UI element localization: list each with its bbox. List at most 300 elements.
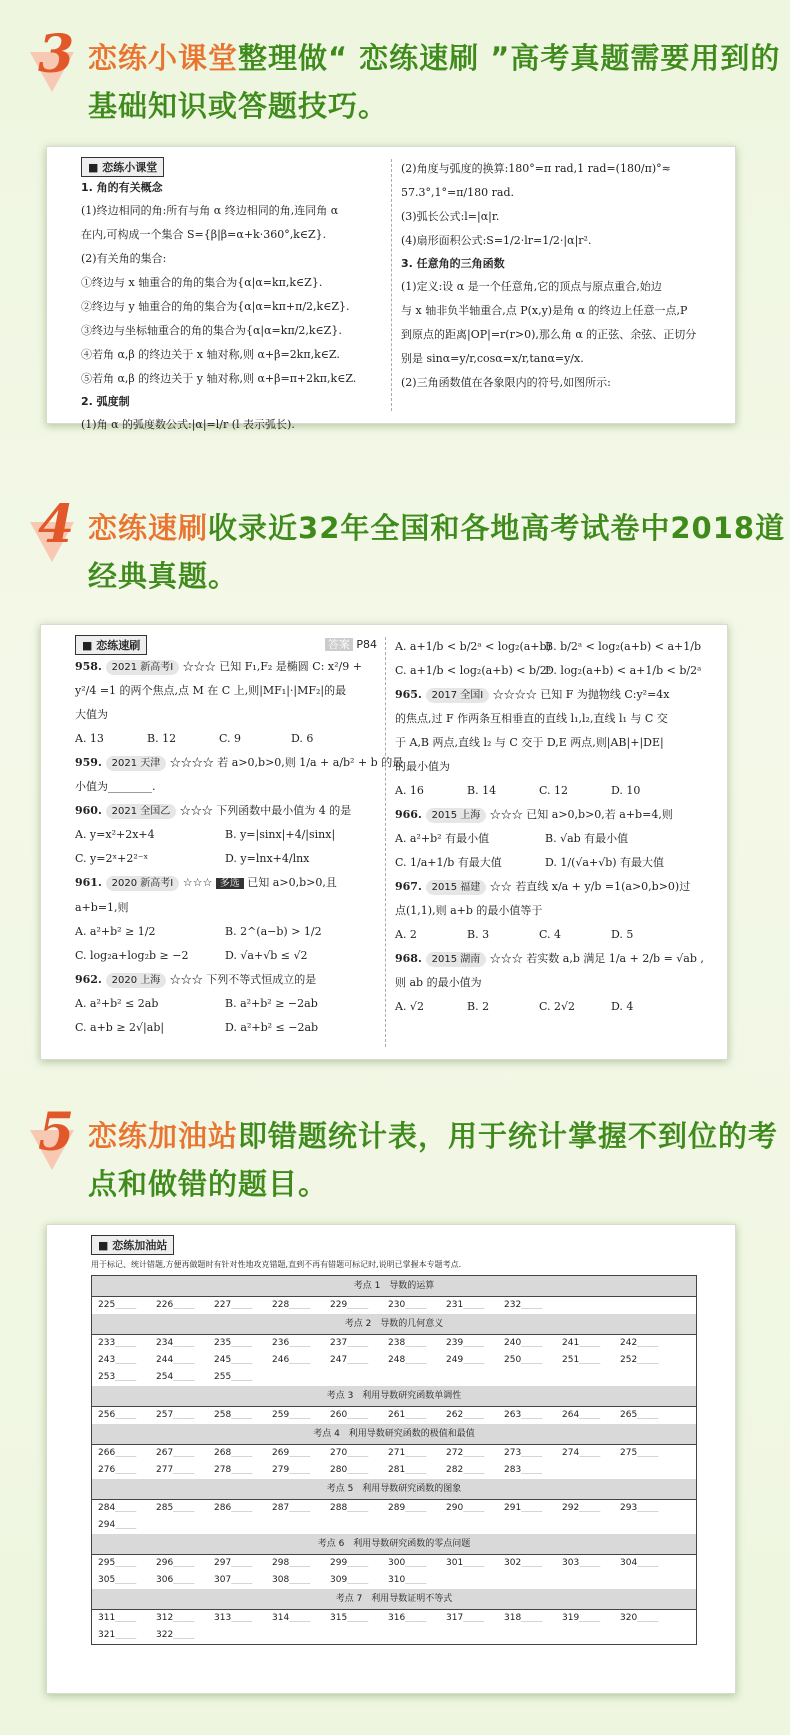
question-text: 下列函数中最小值为 4 的是	[216, 804, 352, 817]
question-number-cell: 315 ______	[330, 1610, 388, 1627]
answer-option: B. 14	[467, 784, 497, 797]
source-year: 2015	[431, 954, 458, 965]
question-number-cell: 259 ______	[272, 1407, 330, 1424]
difficulty-stars: ☆☆☆	[179, 660, 220, 673]
topic-header: 考点 6 利用导数研究函数的零点问题	[92, 1534, 696, 1555]
topic-header: 考点 7 利用导数证明不等式	[92, 1589, 696, 1610]
question-number-cell: 301 ______	[446, 1555, 504, 1572]
question-number-cell: 284 ______	[98, 1500, 156, 1517]
answer-option: D. a²+b² ≤ −2ab	[225, 1021, 319, 1034]
question-number-cell: 304 ______	[620, 1555, 678, 1572]
question-number: 960.	[75, 804, 106, 817]
question-line	[75, 655, 377, 679]
question-number-cell: 257 ______	[156, 1407, 214, 1424]
note-line: 与 x 轴非负半轴重合,点 P(x,y)是角 α 的终边上任意一点,P	[401, 304, 688, 317]
topic-header: 考点 3 利用导数研究函数单调性	[92, 1386, 696, 1407]
question-number-cell: 281 ______	[388, 1462, 446, 1479]
question-text: 小值为________.	[75, 780, 156, 793]
question-number-cell: 314 ______	[272, 1610, 330, 1627]
card-error-tracker	[46, 1224, 736, 1694]
question-line	[395, 683, 717, 707]
answer-option: A. 13	[75, 732, 104, 745]
question-number: 968.	[395, 952, 426, 965]
answer-option: B. √ab 有最小值	[545, 832, 629, 845]
question-number-cell: 254 ______	[156, 1369, 214, 1386]
question-number-cell: 291 ______	[504, 1500, 562, 1517]
question-text: 点(1,1),则 a+b 的最小值等于	[395, 904, 543, 917]
answer-option: C. a+b ≥ 2√|ab|	[75, 1021, 165, 1034]
question-number-cell: 309 ______	[330, 1572, 388, 1589]
question-source	[106, 876, 180, 891]
question-number-cell: 230 ______	[388, 1297, 446, 1314]
question-number-cell: 240 ______	[504, 1335, 562, 1352]
question-number-cell: 316 ______	[388, 1610, 446, 1627]
question-number-cell: 273 ______	[504, 1445, 562, 1462]
question-number-cell: 322 ______	[156, 1627, 214, 1644]
question-number-cell: 311 ______	[98, 1610, 156, 1627]
column-divider	[385, 637, 386, 1047]
difficulty-stars: ☆☆	[486, 880, 516, 893]
question-line	[75, 871, 377, 896]
question-number-cell: 300 ______	[388, 1555, 446, 1572]
question-number-cell: 266 ______	[98, 1445, 156, 1462]
question-number-cell: 255 ______	[214, 1369, 272, 1386]
answer-option: C. log₂a+log₂b ≥ −2	[75, 949, 189, 962]
question-text: 的焦点,过 F 作两条互相垂直的直线 l₁,l₂,直线 l₁ 与 C 交	[395, 712, 668, 725]
answer-option: D. √a+√b ≤ √2	[225, 949, 308, 962]
question-number-cell: 249 ______	[446, 1352, 504, 1369]
source-exam: 新高考Ⅰ	[140, 878, 174, 889]
question-number-cell: 271 ______	[388, 1445, 446, 1462]
question-line	[75, 1016, 377, 1040]
question-line	[395, 851, 717, 875]
question-number-cell: 270 ______	[330, 1445, 388, 1462]
questions-left-column	[75, 655, 404, 1040]
answer-option: D. 5	[611, 928, 634, 941]
question-text: 则 ab 的最小值为	[395, 976, 482, 989]
question-number-cell: 293 ______	[620, 1500, 678, 1517]
source-year: 2015	[431, 882, 458, 893]
note-line: (2)有关角的集合:	[81, 252, 167, 265]
source-year: 2017	[431, 690, 458, 701]
question-number-cell: 317 ______	[446, 1610, 504, 1627]
question-number-row	[92, 1627, 696, 1644]
question-number-cell: 287 ______	[272, 1500, 330, 1517]
question-number-cell: 265 ______	[620, 1407, 678, 1424]
notes-right-column	[401, 157, 723, 395]
question-line	[75, 775, 377, 799]
question-line	[395, 827, 717, 851]
question-line	[75, 799, 377, 823]
topic-header: 考点 4 利用导数研究函数的极值和最值	[92, 1424, 696, 1445]
question-number-cell: 283 ______	[504, 1462, 562, 1479]
question-number-cell: 274 ______	[562, 1445, 620, 1462]
note-line: ④若角 α,β 的终边关于 x 轴对称,则 α+β=2kπ,k∈Z.	[81, 348, 340, 361]
note-heading: 2. 弧度制	[81, 395, 130, 408]
question-number-cell: 243 ______	[98, 1352, 156, 1369]
note-heading: 1. 角的有关概念	[81, 181, 163, 194]
question-text: 下列不等式恒成立的是	[206, 973, 317, 986]
source-year: 2020	[111, 878, 138, 889]
question-number-cell: 262 ______	[446, 1407, 504, 1424]
question-number-cell: 289 ______	[388, 1500, 446, 1517]
question-number-cell: 269 ______	[272, 1445, 330, 1462]
question-number-cell: 237 ______	[330, 1335, 388, 1352]
question-number-row	[92, 1335, 696, 1352]
answer-ref	[325, 636, 377, 652]
section-5-heading	[28, 1102, 779, 1208]
question-line	[75, 944, 377, 968]
answer-option: C. 9	[219, 732, 242, 745]
question-number: 965.	[395, 688, 426, 701]
column-divider	[391, 159, 392, 411]
question-line	[75, 751, 404, 775]
answer-option: D. 6	[291, 732, 314, 745]
section-description: 即错题统计表，用于统计掌握不到位的考点和做错的题目。	[88, 1119, 779, 1201]
answer-option: B. a²+b² ≥ −2ab	[225, 997, 318, 1010]
note-line: (1)定义:设 α 是一个任意角,它的顶点与原点重合,始边	[401, 280, 662, 293]
question-number-cell: 236 ______	[272, 1335, 330, 1352]
note-line: ②终边与 y 轴重合的角的集合为{α|α=kπ+π/2,k∈Z}.	[81, 300, 350, 313]
answer-option: D. log₂(a+b) < a+1/b < b/2ᵃ	[545, 664, 702, 677]
difficulty-stars: ☆☆☆	[166, 973, 207, 986]
source-year: 2015	[431, 810, 458, 821]
note-line: ①终边与 x 轴重合的角的集合为{α|α=kπ,k∈Z}.	[81, 276, 323, 289]
difficulty-stars: ☆☆☆	[176, 804, 217, 817]
question-number-cell: 275 ______	[620, 1445, 678, 1462]
question-number-cell: 318 ______	[504, 1610, 562, 1627]
question-number-row	[92, 1297, 696, 1314]
question-number-cell: 226 ______	[156, 1297, 214, 1314]
note-heading: 3. 任意角的三角函数	[401, 257, 505, 270]
question-number-cell: 239 ______	[446, 1335, 504, 1352]
question-number-row	[92, 1445, 696, 1462]
question-line	[75, 679, 377, 703]
question-number-cell: 312 ______	[156, 1610, 214, 1627]
question-line	[395, 779, 717, 803]
question-number-cell: 278 ______	[214, 1462, 272, 1479]
question-line	[395, 731, 717, 755]
question-text: 已知 F 为抛物线 C:y²=4x	[540, 688, 670, 701]
card-tag: ■ 恋练加油站	[91, 1235, 174, 1255]
question-number-cell: 305 ______	[98, 1572, 156, 1589]
source-exam: 上海	[140, 975, 161, 986]
question-number-cell: 306 ______	[156, 1572, 214, 1589]
note-line: ③终边与坐标轴重合的角的集合为{α|α=kπ/2,k∈Z}.	[81, 324, 342, 337]
question-number-row	[92, 1352, 696, 1369]
section-number-badge	[28, 24, 88, 100]
question-number-cell: 247 ______	[330, 1352, 388, 1369]
question-number-cell: 294 ______	[98, 1517, 156, 1534]
question-text: a+b=1,则	[75, 901, 129, 914]
question-line	[395, 659, 717, 683]
question-source	[426, 808, 487, 823]
question-number-cell: 232 ______	[504, 1297, 562, 1314]
answer-option: D. 10	[611, 784, 641, 797]
question-number-cell: 282 ______	[446, 1462, 504, 1479]
question-number-cell: 263 ______	[504, 1407, 562, 1424]
question-text: 已知 F₁,F₂ 是椭圆 C: x²/9 +	[219, 660, 362, 673]
question-text: 大值为	[75, 708, 108, 721]
question-number: 962.	[75, 973, 106, 986]
question-source	[426, 880, 487, 895]
question-number-cell: 267 ______	[156, 1445, 214, 1462]
question-number-cell: 227 ______	[214, 1297, 272, 1314]
question-source	[106, 973, 167, 988]
question-number-row	[92, 1610, 696, 1627]
note-line: (1)角 α 的弧度数公式:|α|=l/r (l 表示弧长).	[81, 418, 295, 431]
question-line	[75, 703, 377, 727]
question-line	[395, 635, 717, 659]
question-text: 已知 a>0,b>0,且	[247, 876, 337, 889]
questions-right-column	[395, 635, 717, 1019]
question-line	[395, 947, 717, 971]
question-number-cell: 277 ______	[156, 1462, 214, 1479]
note-line: (1)终边相同的角:所有与角 α 终边相同的角,连同角 α	[81, 204, 339, 217]
answer-option: B. 2^(a−b) > 1/2	[225, 925, 322, 938]
section-title	[88, 504, 788, 600]
section-number: 3	[38, 24, 75, 85]
answer-option: C. 12	[539, 784, 569, 797]
question-number-cell: 231 ______	[446, 1297, 504, 1314]
section-3-heading	[28, 24, 781, 130]
tracker-intro: 用于标记、统计错题,方便再做题时有针对性地攻克错题,直到不再有错题可标记时,说明已掌握本专题考点.	[91, 1260, 462, 1269]
source-exam: 湖南	[460, 954, 481, 965]
question-number-cell: 303 ______	[562, 1555, 620, 1572]
source-exam: 全国Ⅰ	[460, 690, 484, 701]
question-number-row	[92, 1407, 696, 1424]
question-number-cell: 290 ______	[446, 1500, 504, 1517]
answer-option: A. a²+b² 有最小值	[395, 832, 490, 845]
section-number-badge	[28, 494, 88, 570]
question-number-cell: 241 ______	[562, 1335, 620, 1352]
question-number-cell: 252 ______	[620, 1352, 678, 1369]
difficulty-stars: ☆☆☆	[486, 952, 527, 965]
question-number-cell: 285 ______	[156, 1500, 214, 1517]
answer-option: C. 1/a+1/b 有最大值	[395, 856, 502, 869]
question-text: 已知 a>0,b>0,若 a+b=4,则	[526, 808, 673, 821]
question-number-cell: 235 ______	[214, 1335, 272, 1352]
note-line: 到原点的距离|OP|=r(r>0),那么角 α 的正弦、余弦、正切分	[401, 328, 697, 341]
question-line	[395, 923, 717, 947]
question-number-cell: 264 ______	[562, 1407, 620, 1424]
answer-option: C. y=2ˣ+2²⁻ˣ	[75, 852, 149, 865]
question-number-row	[92, 1500, 696, 1517]
answer-label: 答案	[325, 638, 353, 651]
answer-option: B. 2	[467, 1000, 490, 1013]
question-source	[106, 660, 180, 675]
question-text: 若实数 a,b 满足 1/a + 2/b = √ab ,	[526, 952, 704, 965]
question-number-cell: 296 ______	[156, 1555, 214, 1572]
note-line: (3)弧长公式:l=|α|r.	[401, 210, 500, 223]
question-line	[395, 899, 717, 923]
question-number-cell: 246 ______	[272, 1352, 330, 1369]
source-year: 2020	[111, 975, 138, 986]
question-number-cell: 225 ______	[98, 1297, 156, 1314]
question-number-cell: 260 ______	[330, 1407, 388, 1424]
question-number-cell: 280 ______	[330, 1462, 388, 1479]
question-number-cell: 272 ______	[446, 1445, 504, 1462]
question-number: 967.	[395, 880, 426, 893]
question-text: 若 a>0,b>0,则 1/a + a/b² + b 的最	[217, 756, 404, 769]
question-line	[75, 992, 377, 1016]
question-number-cell: 238 ______	[388, 1335, 446, 1352]
question-text: y²/4 =1 的两个焦点,点 M 在 C 上,则|MF₁|·|MF₂|的最	[75, 684, 347, 697]
source-year: 2021	[111, 662, 138, 673]
answer-option: A. a²+b² ≤ 2ab	[75, 997, 159, 1010]
question-source	[426, 952, 487, 967]
question-number-cell: 253 ______	[98, 1369, 156, 1386]
answer-option: A. y=x²+2x+4	[75, 828, 155, 841]
question-number-cell: 228 ______	[272, 1297, 330, 1314]
question-number-cell: 258 ______	[214, 1407, 272, 1424]
section-description: 收录近32年全国和各地高考试卷中2018道经典真题。	[88, 511, 786, 593]
section-4-heading	[28, 494, 786, 600]
note-line: ⑤若角 α,β 的终边关于 y 轴对称,则 α+β=π+2kπ,k∈Z.	[81, 372, 357, 385]
section-highlight: 恋练速刷	[88, 511, 209, 545]
question-number-cell: 248 ______	[388, 1352, 446, 1369]
question-line	[75, 847, 377, 871]
question-line	[75, 968, 377, 992]
question-number-cell: 313 ______	[214, 1610, 272, 1627]
section-highlight: 恋练加油站	[88, 1119, 239, 1153]
answer-option: D. 1/(√a+√b) 有最大值	[545, 856, 665, 869]
question-number-cell: 319 ______	[562, 1610, 620, 1627]
question-line	[395, 803, 717, 827]
note-line: (2)角度与弧度的换算:180°=π rad,1 rad=(180/π)°≈	[401, 162, 671, 175]
difficulty-stars: ☆☆☆	[486, 808, 527, 821]
answer-option: A. 16	[395, 784, 424, 797]
answer-option: A. a+1/b < b/2ᵃ < log₂(a+b)	[395, 640, 551, 653]
question-number-cell: 292 ______	[562, 1500, 620, 1517]
answer-page: P84	[356, 638, 377, 651]
section-title	[88, 1112, 788, 1208]
question-line	[75, 727, 377, 751]
question-text: 若直线 x/a + y/b =1(a>0,b>0)过	[515, 880, 691, 893]
notes-left-column	[81, 177, 383, 437]
source-exam: 全国乙	[140, 806, 171, 817]
question-number-cell: 320 ______	[620, 1610, 678, 1627]
question-number-cell: 245 ______	[214, 1352, 272, 1369]
question-text: 于 A,B 两点,直线 l₂ 与 C 交于 D,E 两点,则|AB|+|DE|	[395, 736, 664, 749]
question-line	[395, 755, 717, 779]
answer-option: C. a+1/b < log₂(a+b) < b/2ᵃ	[395, 664, 551, 677]
answer-option: B. b/2ᵃ < log₂(a+b) < a+1/b	[545, 640, 701, 653]
note-line: 别是 sinα=y/r,cosα=x/r,tanα=y/x.	[401, 352, 584, 365]
difficulty-stars: ☆☆☆☆	[166, 756, 218, 769]
question-source	[106, 804, 177, 819]
question-number-row	[92, 1572, 696, 1589]
source-exam: 新高考Ⅰ	[140, 662, 174, 673]
question-number-cell: 288 ______	[330, 1500, 388, 1517]
section-number: 4	[38, 494, 75, 555]
note-line: (2)三角函数值在各象限内的符号,如图所示:	[401, 376, 611, 389]
multi-choice-badge: 多选	[216, 878, 244, 889]
card-practice-questions	[40, 624, 728, 1060]
section-title	[88, 34, 788, 130]
card-tag: ■ 恋练速刷	[75, 635, 147, 655]
question-number-row	[92, 1555, 696, 1572]
answer-option: A. 2	[395, 928, 417, 941]
question-source	[426, 688, 490, 703]
question-line	[395, 875, 717, 899]
topic-header: 考点 5 利用导数研究函数的图象	[92, 1479, 696, 1500]
answer-option: A. √2	[395, 1000, 424, 1013]
answer-option: C. 2√2	[539, 1000, 576, 1013]
question-number-cell: 256 ______	[98, 1407, 156, 1424]
question-number-cell: 310 ______	[388, 1572, 446, 1589]
section-number-badge	[28, 1102, 88, 1178]
answer-option: D. 4	[611, 1000, 634, 1013]
question-number-cell: 229 ______	[330, 1297, 388, 1314]
answer-option: B. 3	[467, 928, 490, 941]
source-year: 2021	[111, 806, 138, 817]
question-number-cell: 251 ______	[562, 1352, 620, 1369]
question-line	[75, 823, 377, 847]
question-line	[395, 995, 717, 1019]
question-number-row	[92, 1517, 696, 1534]
question-number-cell: 276 ______	[98, 1462, 156, 1479]
question-text: 的最小值为	[395, 760, 450, 773]
question-number: 966.	[395, 808, 426, 821]
answer-option: B. 12	[147, 732, 177, 745]
card-knowledge-notes	[46, 146, 736, 431]
question-line	[395, 971, 717, 995]
answer-option: A. a²+b² ≥ 1/2	[75, 925, 156, 938]
question-number-cell: 307 ______	[214, 1572, 272, 1589]
question-line	[75, 920, 377, 944]
section-number: 5	[38, 1102, 75, 1163]
topic-header: 考点 1 导数的运算	[92, 1276, 696, 1297]
answer-option: D. y=lnx+4/lnx	[225, 852, 310, 865]
question-number-cell: 297 ______	[214, 1555, 272, 1572]
question-line	[75, 896, 377, 920]
question-number-cell: 250 ______	[504, 1352, 562, 1369]
difficulty-stars: ☆☆☆	[179, 876, 216, 889]
question-number-cell: 302 ______	[504, 1555, 562, 1572]
question-line	[395, 707, 717, 731]
question-number: 961.	[75, 876, 106, 889]
topic-header: 考点 2 导数的几何意义	[92, 1314, 696, 1335]
question-number-cell: 268 ______	[214, 1445, 272, 1462]
question-number-cell: 321 ______	[98, 1627, 156, 1644]
question-number-cell: 298 ______	[272, 1555, 330, 1572]
question-number-cell: 234 ______	[156, 1335, 214, 1352]
question-number: 959.	[75, 756, 106, 769]
question-source	[106, 756, 167, 771]
question-number-row	[92, 1369, 696, 1386]
question-number-row	[92, 1462, 696, 1479]
question-number-cell: 244 ______	[156, 1352, 214, 1369]
question-number: 958.	[75, 660, 106, 673]
difficulty-stars: ☆☆☆☆	[489, 688, 541, 701]
question-number-cell: 242 ______	[620, 1335, 678, 1352]
question-number-cell: 308 ______	[272, 1572, 330, 1589]
note-line: 在内,可构成一个集合 S={β|β=α+k·360°,k∈Z}.	[81, 228, 327, 241]
note-line: (4)扇形面积公式:S=1/2·lr=1/2·|α|r².	[401, 234, 592, 247]
question-number-cell: 261 ______	[388, 1407, 446, 1424]
card-tag: ■ 恋练小课堂	[81, 157, 164, 177]
question-number-cell: 279 ______	[272, 1462, 330, 1479]
question-number-cell: 233 ______	[98, 1335, 156, 1352]
answer-option: C. 4	[539, 928, 562, 941]
note-line: 57.3°,1°=π/180 rad.	[401, 186, 514, 199]
source-exam: 上海	[460, 810, 481, 821]
error-table	[91, 1275, 697, 1645]
section-highlight: 恋练小课堂	[88, 41, 239, 75]
source-exam: 福建	[460, 882, 481, 893]
question-number-cell: 295 ______	[98, 1555, 156, 1572]
